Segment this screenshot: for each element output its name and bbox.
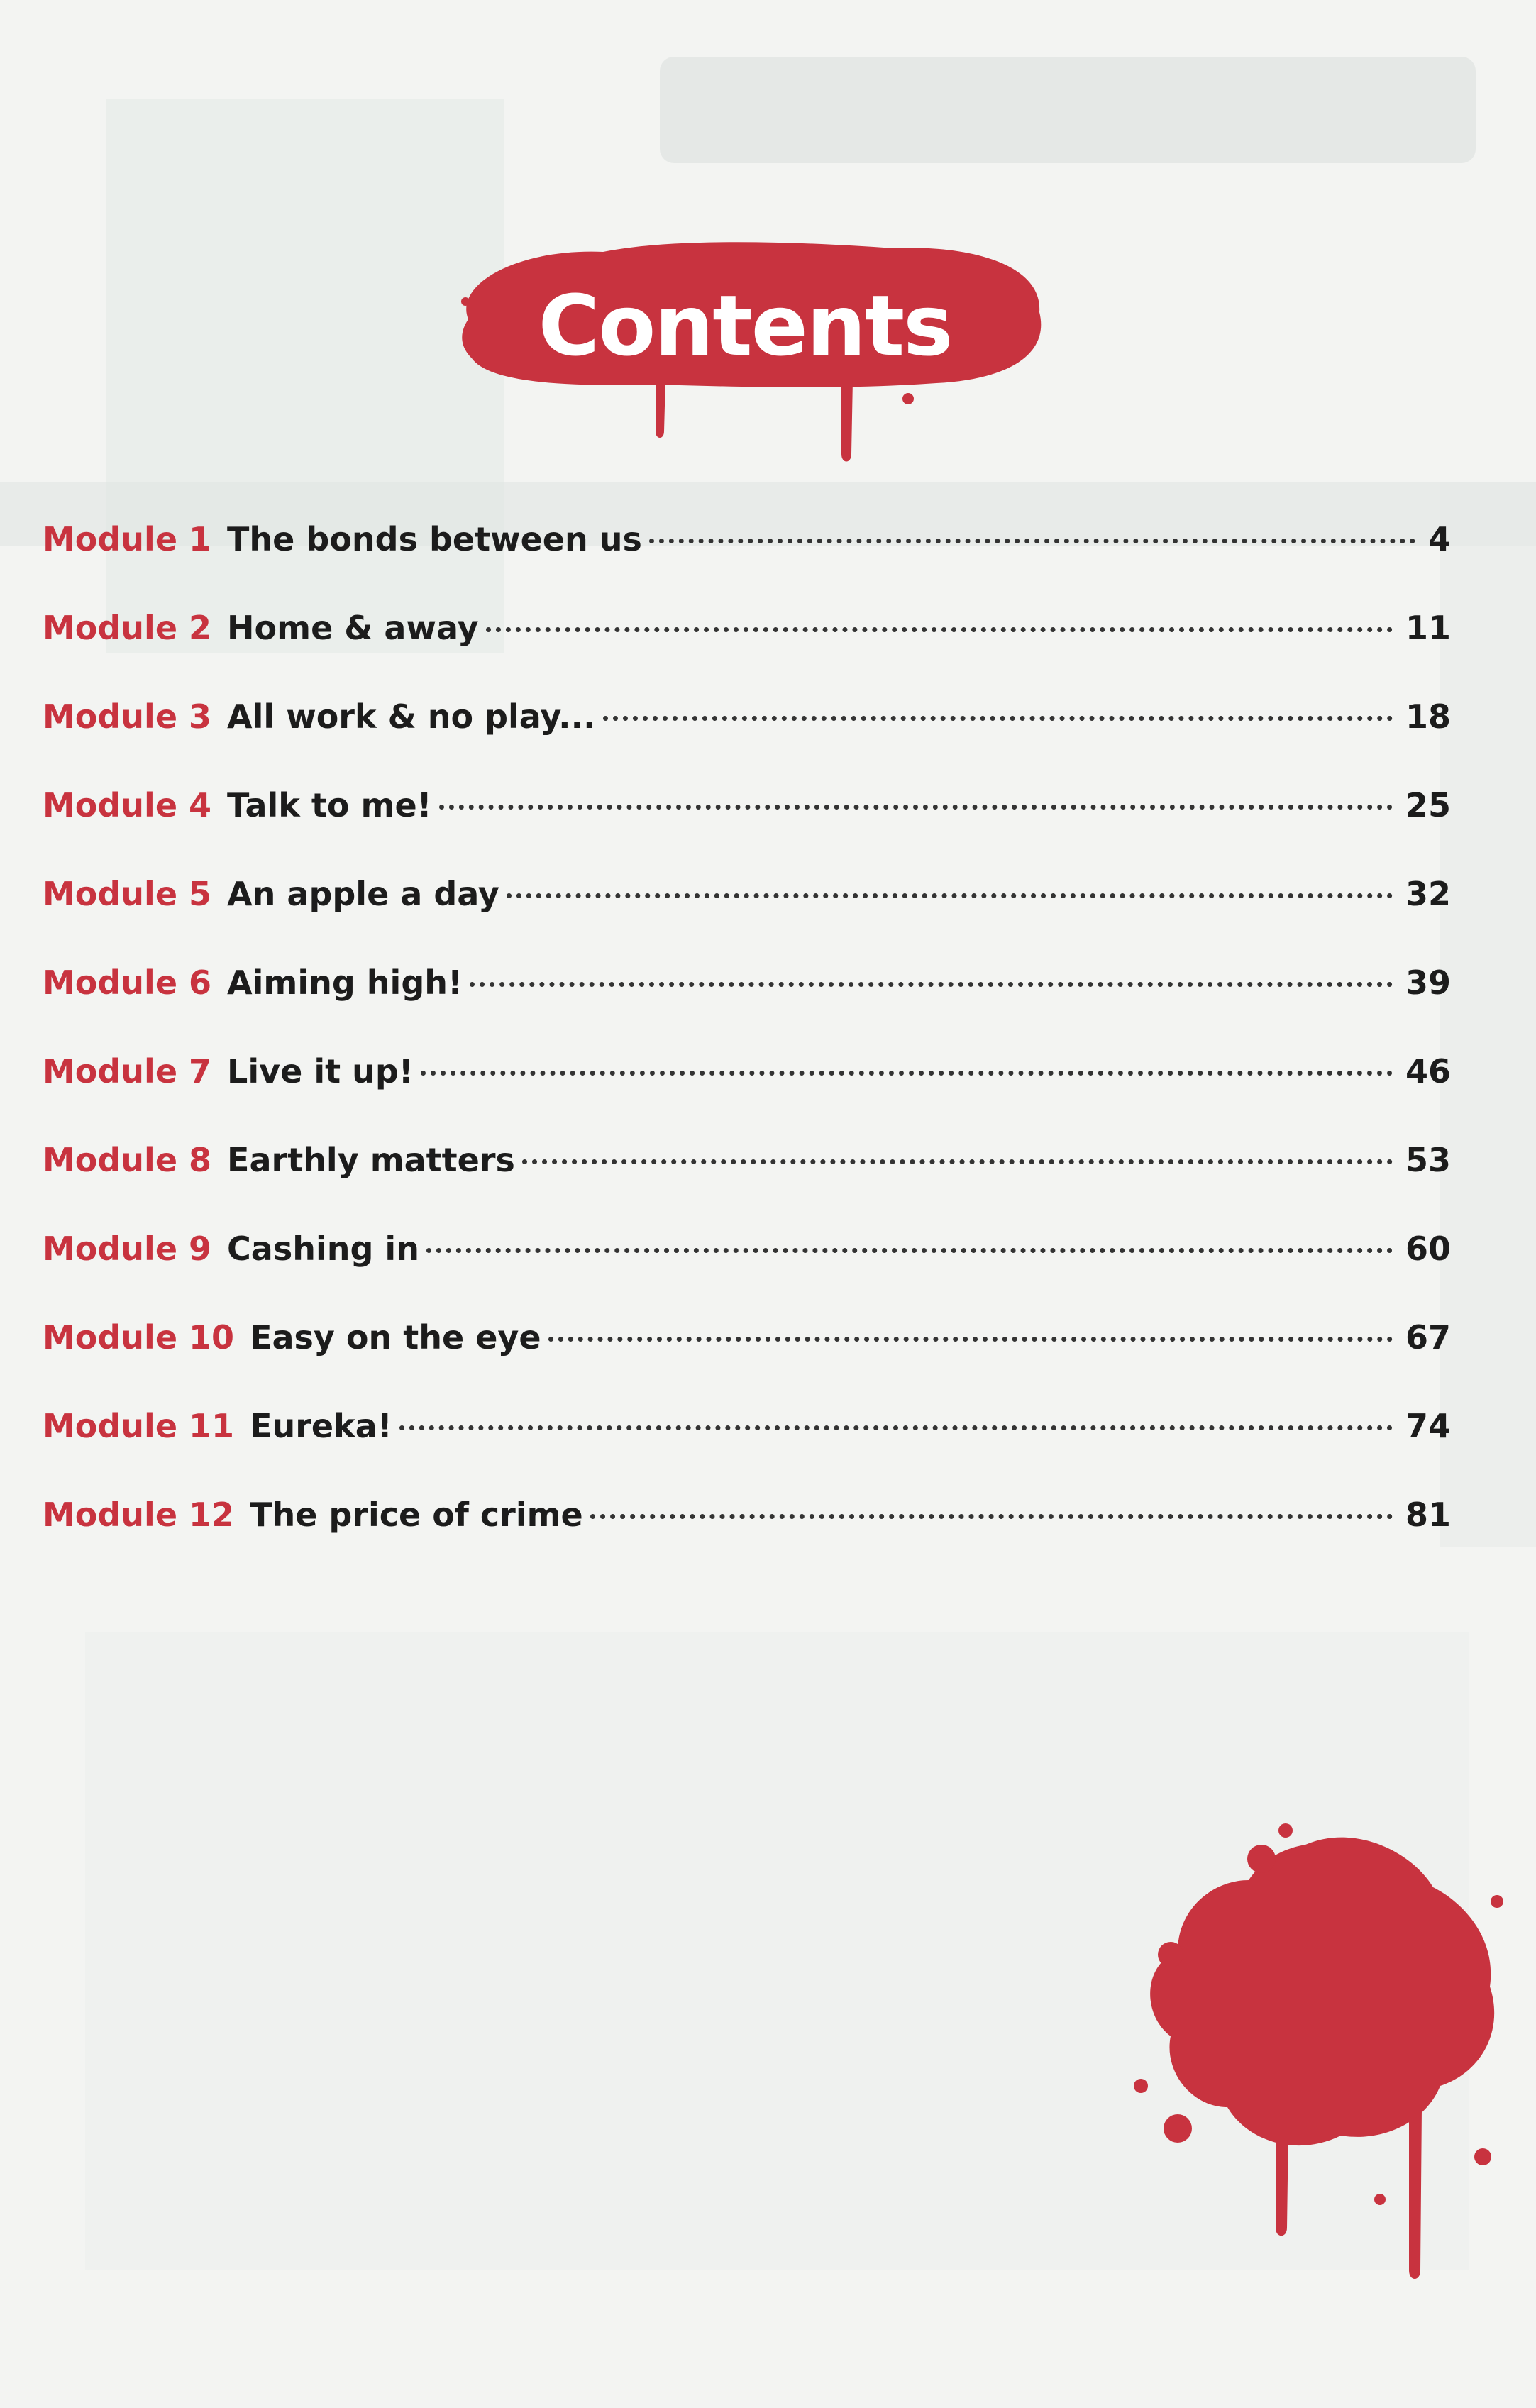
- module-label: Module 5: [43, 875, 212, 913]
- paint-splat-decoration: [1128, 1823, 1511, 2294]
- dot-leader: [649, 539, 1415, 543]
- dot-leader: [439, 805, 1393, 810]
- toc-row[interactable]: [43, 1132, 1451, 1188]
- page-number: 81: [1405, 1496, 1451, 1534]
- dot-leader: [522, 1159, 1393, 1164]
- module-label: Module 11: [43, 1407, 235, 1445]
- page-number: 67: [1405, 1318, 1451, 1357]
- module-title: Talk to me!: [227, 786, 432, 824]
- module-label: Module 4: [43, 786, 212, 824]
- module-title: Cashing in: [227, 1230, 419, 1268]
- dot-leader: [470, 982, 1393, 987]
- module-title: Aiming high!: [227, 963, 463, 1002]
- page-number: 39: [1405, 963, 1451, 1002]
- toc-row[interactable]: [43, 511, 1451, 568]
- page-number: 25: [1405, 786, 1451, 824]
- toc-row[interactable]: [43, 1043, 1451, 1100]
- page-number: 60: [1405, 1230, 1451, 1268]
- module-title: Live it up!: [227, 1052, 414, 1090]
- toc-row[interactable]: [43, 954, 1451, 1011]
- dot-leader: [603, 716, 1393, 721]
- module-label: Module 10: [43, 1318, 235, 1357]
- show-through-edge: [1440, 482, 1536, 1547]
- dot-leader: [548, 1337, 1393, 1342]
- module-label: Module 3: [43, 697, 212, 736]
- module-title: An apple a day: [227, 875, 499, 913]
- toc-row[interactable]: [43, 688, 1451, 745]
- page-number: 46: [1405, 1052, 1451, 1090]
- module-label: Module 1: [43, 520, 212, 558]
- dot-leader: [399, 1425, 1393, 1430]
- page-number: 18: [1405, 697, 1451, 736]
- module-label: Module 7: [43, 1052, 212, 1090]
- toc-row[interactable]: [43, 777, 1451, 834]
- module-title: Earthly matters: [227, 1141, 515, 1179]
- toc-row[interactable]: [43, 600, 1451, 656]
- show-through-shape: [660, 57, 1476, 163]
- module-title: The price of crime: [250, 1496, 583, 1534]
- page-number: 74: [1405, 1407, 1451, 1445]
- page-number: 32: [1405, 875, 1451, 913]
- dot-leader: [426, 1248, 1393, 1253]
- module-label: Module 9: [43, 1230, 212, 1268]
- dot-leader: [590, 1514, 1393, 1519]
- dot-leader: [486, 627, 1393, 632]
- module-label: Module 6: [43, 963, 212, 1002]
- toc-row[interactable]: [43, 1220, 1451, 1277]
- module-title: Easy on the eye: [250, 1318, 541, 1357]
- toc-row[interactable]: [43, 1398, 1451, 1454]
- module-title: All work & no play...: [227, 697, 596, 736]
- toc-row[interactable]: [43, 1309, 1451, 1366]
- page-number: 53: [1405, 1141, 1451, 1179]
- module-title: The bonds between us: [227, 520, 642, 558]
- module-label: Module 12: [43, 1496, 235, 1534]
- module-title: Home & away: [227, 609, 479, 647]
- page-title: Contents: [538, 277, 952, 375]
- module-label: Module 8: [43, 1141, 212, 1179]
- contents-title-banner: [440, 234, 1050, 468]
- toc-row[interactable]: [43, 866, 1451, 922]
- toc-row[interactable]: [43, 1486, 1451, 1543]
- page-number: 4: [1427, 520, 1451, 558]
- dot-leader: [421, 1071, 1393, 1076]
- module-title: Eureka!: [250, 1407, 392, 1445]
- dot-leader: [507, 893, 1393, 898]
- module-label: Module 2: [43, 609, 212, 647]
- page-number: 11: [1405, 609, 1451, 647]
